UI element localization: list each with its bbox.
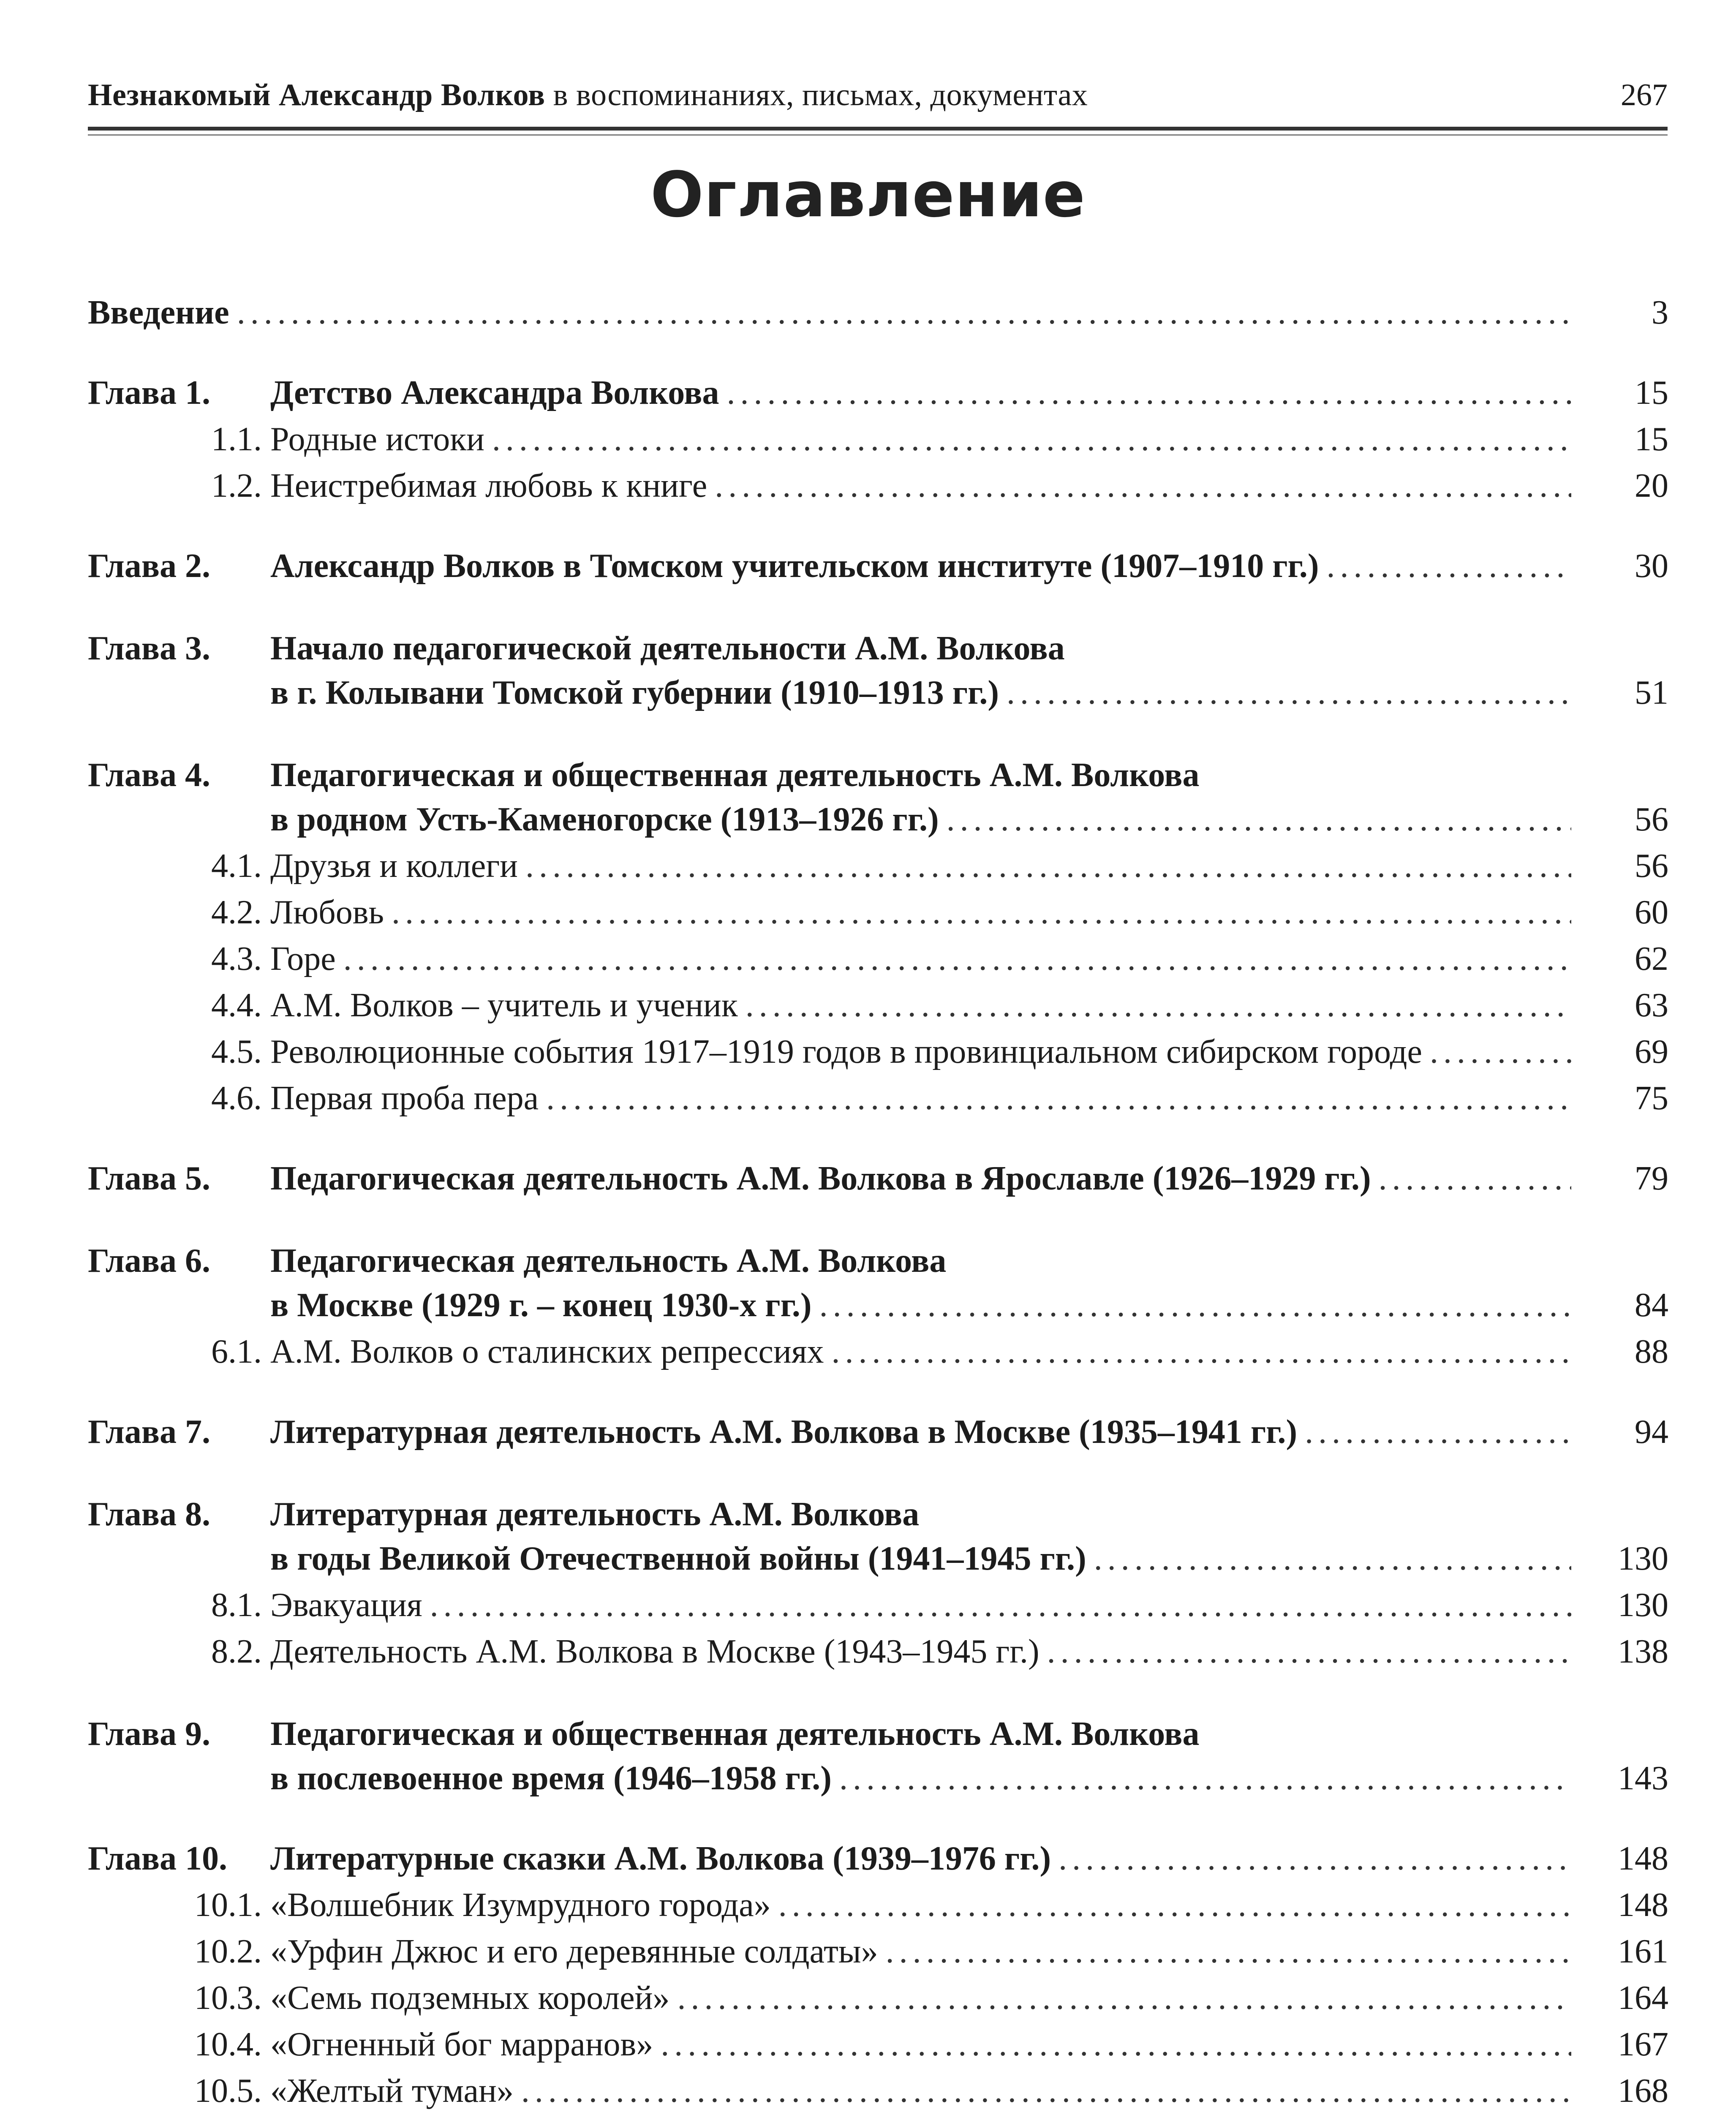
toc-entry[interactable] [88,1713,1668,1755]
toc-entry-title: в послевоенное время (1946–1958 гг.) [270,1760,832,1797]
toc-entry[interactable] [88,1411,1668,1453]
toc-entry-page: 138 [1618,1633,1668,1670]
dot-leader [1094,1538,1571,1580]
dot-leader [430,1584,1571,1626]
toc-entry[interactable] [194,1930,1668,1973]
chapter-number: Глава 2. [88,547,210,585]
dot-leader [525,845,1571,887]
section-number: 4.1. [211,847,262,885]
toc-entry-title: Революционные события 1917–1919 годов в провинциальном сибирском городе [270,1033,1422,1070]
toc-entry-title: Деятельность А.М. Волкова в Москве (1943–1945 гг.) [270,1633,1039,1670]
section-number: 10.2. [194,1933,262,1970]
section-number: 8.1. [211,1587,262,1624]
toc-entry-title: Литературные сказки А.М. Волкова (1939–1976 гг.) [270,1840,1051,1877]
toc-entry[interactable] [88,1240,1668,1282]
section-number: 10.1. [194,1886,262,1924]
toc-entry-title: «Урфин Джюс и его деревянные солдаты» [270,1933,878,1970]
toc-entry[interactable] [211,1077,1668,1119]
toc-entry-title: Литературная деятельность А.М. Волкова [270,1496,920,1533]
toc-entry-page: 60 [1635,894,1668,931]
toc-entry-title: Детство Александра Волкова [270,374,719,411]
toc-entry-title: в годы Великой Отечественной войны (1941–1945 гг.) [270,1540,1086,1577]
chapter-number: Глава 9. [88,1715,210,1753]
toc-entry[interactable] [211,1584,1668,1626]
dot-leader [677,1977,1571,2019]
toc-entry-title: Педагогическая деятельность А.М. Волкова [270,1242,947,1279]
chapter-number: Глава 6. [88,1242,210,1279]
toc-entry-title: Педагогическая и общественная деятельность А.М. Волкова [270,757,1200,794]
toc-entry-title: Любовь [270,894,384,931]
toc-entry-page: 75 [1635,1080,1668,1117]
dot-leader [392,891,1571,934]
header-rule-thin [88,134,1668,136]
dot-leader [778,1884,1571,1926]
running-head-page-number: 267 [1621,78,1668,112]
section-number: 8.2. [211,1633,262,1670]
toc-entry-page: 79 [1635,1160,1668,1197]
dot-leader [1047,1630,1571,1673]
toc-entry[interactable] [88,545,1668,587]
section-number: 10.3. [194,1979,262,2017]
chapter-number: Глава 3. [88,630,210,667]
toc-entry[interactable] [211,1630,1668,1673]
toc-entry[interactable] [88,1837,1668,1880]
section-number: 4.4. [211,987,262,1024]
dot-leader [727,372,1572,414]
chapter-number: Глава 8. [88,1496,210,1533]
toc-entry[interactable] [211,984,1668,1026]
toc-entry-page: 143 [1618,1760,1668,1797]
running-head [88,74,1668,120]
toc-entry-title: Первая проба пера [270,1080,539,1117]
toc-entry[interactable] [194,2023,1668,2066]
toc-entry-page: 84 [1635,1287,1668,1324]
toc-entry-title: Педагогическая и общественная деятельность А.М. Волкова [270,1715,1200,1753]
section-number: 10.4. [194,2026,262,2063]
running-head-title-bold: Незнакомый Александр Волков [88,78,545,112]
dot-leader [1379,1157,1571,1200]
toc-entry-page: 15 [1635,421,1668,458]
toc-entry-title: Горе [270,940,336,977]
toc-entry-title: Родные истоки [270,421,484,458]
toc-entry-page: 15 [1635,374,1668,411]
section-number: 4.6. [211,1080,262,1117]
toc-entry-page: 148 [1618,1886,1668,1924]
toc-entry[interactable] [211,845,1668,887]
running-head-title [88,77,1088,113]
toc-entry[interactable] [194,1884,1668,1926]
dot-leader [715,465,1571,507]
toc-entry[interactable] [270,1284,1668,1326]
chapter-number: Глава 1. [88,374,210,411]
toc-entry[interactable] [88,627,1668,670]
toc-entry-title: Эвакуация [270,1587,422,1624]
running-head-title-rest: в воспоминаниях, письмах, документах [545,78,1088,112]
toc-entry-title: Начало педагогической деятельности А.М. Волкова [270,630,1065,667]
toc-entry-title: «Огненный бог марранов» [270,2026,653,2063]
chapter-number: Глава 7. [88,1413,210,1451]
toc-entry-page: 3 [1652,294,1668,331]
dot-leader [237,291,1571,334]
toc-entry[interactable] [211,938,1668,980]
toc-entry-title: А.М. Волков – учитель и ученик [270,987,738,1024]
toc-entry[interactable] [88,754,1668,796]
header-rule [88,127,1668,131]
toc-entry-title: А.М. Волков о сталинских репрессиях [270,1333,824,1370]
toc-entry-page: 51 [1635,674,1668,711]
toc-entry[interactable] [270,1538,1668,1580]
toc-entry[interactable] [194,1977,1668,2019]
section-number: 4.3. [211,940,262,977]
section-number: 4.2. [211,894,262,931]
toc-entry[interactable] [270,798,1668,841]
toc-entry[interactable] [211,1331,1668,1373]
toc-entry-title: Неистребимая любовь к книге [270,467,707,504]
dot-leader [1430,1031,1571,1073]
dot-leader [886,1930,1571,1973]
dot-leader [492,418,1571,460]
toc-entry[interactable] [270,672,1668,714]
toc-entry-page: 69 [1635,1033,1668,1070]
toc-entry-page: 56 [1635,847,1668,885]
dot-leader [819,1284,1571,1326]
toc-entry[interactable] [88,1157,1668,1200]
toc-entry-page: 164 [1618,1979,1668,2017]
dot-leader [661,2023,1571,2066]
toc-entry-page: 56 [1635,801,1668,838]
dot-leader [832,1331,1571,1373]
toc-entry-title: Александр Волков в Томском учительском институте (1907–1910 гг.) [270,547,1319,585]
toc-entry-title: в Москве (1929 г. – конец 1930-х гг.) [270,1287,812,1324]
toc-title: Оглавление [650,158,1086,231]
dot-leader [1326,545,1571,587]
section-number: 1.1. [211,421,262,458]
dot-leader [746,984,1571,1026]
dot-leader [1007,672,1571,714]
toc-entry-page: 130 [1618,1587,1668,1624]
toc-entry-page: 63 [1635,987,1668,1024]
toc-entry-page: 30 [1635,547,1668,585]
section-number: 1.2. [211,467,262,504]
toc-entry-title: «Семь подземных королей» [270,1979,670,2017]
dot-leader [839,1757,1571,1799]
dot-leader [546,1077,1571,1119]
toc-entry-page: 20 [1635,467,1668,504]
section-number: 4.5. [211,1033,262,1070]
chapter-number: Глава 10. [88,1840,227,1877]
toc-entry[interactable] [211,465,1668,507]
toc-entry-page: 161 [1618,1933,1668,1970]
chapter-number: Глава 4. [88,757,210,794]
toc-entry-page: 88 [1635,1333,1668,1370]
toc-entry-title: в г. Колывани Томской губернии (1910–1913 гг.) [270,674,999,711]
toc-entry[interactable] [88,372,1668,414]
dot-leader [1305,1411,1571,1453]
toc-entry[interactable] [88,1493,1668,1535]
toc-entry-page: 94 [1635,1413,1668,1451]
toc-entry[interactable] [211,891,1668,934]
dot-leader [343,938,1571,980]
toc-entry-title: Друзья и коллеги [270,847,518,885]
toc-entry-title: «Желтый туман» [270,2072,514,2109]
dot-leader [947,798,1571,841]
dot-leader [521,2070,1571,2112]
toc-entry-page: 168 [1618,2072,1668,2109]
toc-entry-page: 130 [1618,1540,1668,1577]
toc-entry-title: в родном Усть-Каменогорске (1913–1926 гг.) [270,801,939,838]
toc-entry[interactable] [211,418,1668,460]
toc-entry-title: «Волшебник Изумрудного города» [270,1886,771,1924]
toc-entry[interactable] [88,291,1668,334]
section-number: 10.5. [194,2072,262,2109]
toc-entry[interactable] [211,1031,1668,1073]
toc-entry-title: Литературная деятельность А.М. Волкова в Москве (1935–1941 гг.) [270,1413,1298,1451]
toc-entry[interactable] [194,2070,1668,2112]
toc-entry-page: 148 [1618,1840,1668,1877]
toc-entry-page: 167 [1618,2026,1668,2063]
chapter-number: Глава 5. [88,1160,210,1197]
section-number: 6.1. [211,1333,262,1370]
toc-entry-page: 62 [1635,940,1668,977]
toc-entry[interactable] [270,1757,1668,1799]
toc-entry-title: Педагогическая деятельность А.М. Волкова в Ярославле (1926–1929 гг.) [270,1160,1371,1197]
toc-entry-title: Введение [88,294,229,331]
dot-leader [1058,1837,1571,1880]
